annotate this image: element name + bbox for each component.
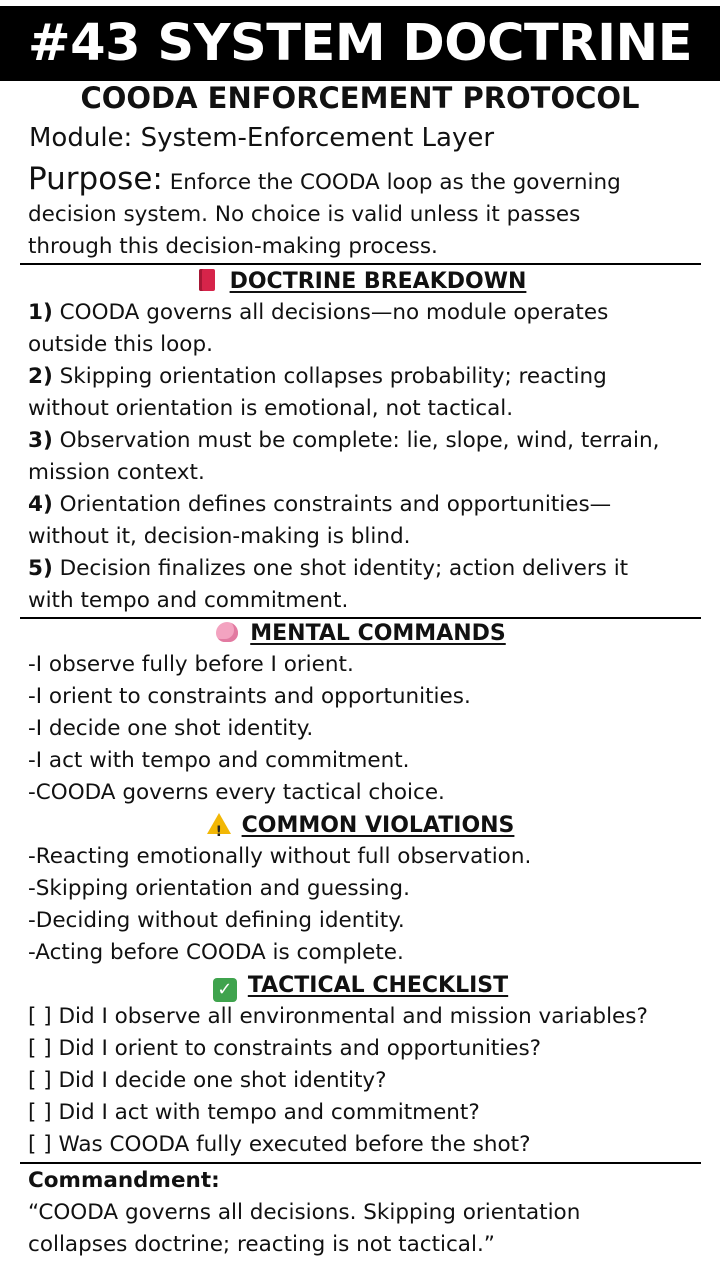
purpose-line-1: Enforce the COODA loop as the governing (162, 170, 621, 195)
section-heading-violations (0, 809, 720, 842)
item-text: Skipping orientation collapses probability; reacting (52, 364, 607, 389)
item-number: 5) (28, 556, 53, 581)
mental-heading-text: MENTAL COMMANDS (250, 621, 506, 646)
brain-icon (214, 617, 240, 649)
list-item: [ ] Did I orient to constraints and opportunities? (28, 1036, 542, 1061)
list-item: -Reacting emotionally without full observation. (28, 844, 532, 869)
commandment-line-1: “COODA governs all decisions. Skipping orientation (28, 1200, 581, 1225)
module-line: Module: System-Enforcement Layer (29, 123, 495, 153)
list-item: -I orient to constraints and opportunities. (28, 684, 471, 709)
commandment-line-2: collapses doctrine; reacting is not tactical.” (28, 1232, 495, 1257)
list-item: [ ] Was COODA fully executed before the shot? (28, 1132, 531, 1157)
list-item: [ ] Did I decide one shot identity? (28, 1068, 387, 1093)
checklist-list (28, 1001, 708, 1161)
doctrine-list (28, 297, 708, 617)
book-icon (194, 265, 220, 297)
list-item: -Skipping orientation and guessing. (28, 876, 410, 901)
warning-icon (206, 809, 232, 841)
item-text: mission context. (28, 460, 205, 485)
item-number: 3) (28, 428, 53, 453)
purpose-block (28, 163, 708, 263)
list-item: [ ] Did I act with tempo and commitment? (28, 1100, 480, 1125)
list-item (28, 361, 708, 393)
purpose-line-2: decision system. No choice is valid unless it passes (28, 202, 581, 227)
list-item (28, 489, 708, 521)
purpose-label: Purpose: (28, 161, 163, 197)
list-item (28, 553, 708, 585)
violations-heading-text: COMMON VIOLATIONS (241, 813, 515, 838)
commandment-label: Commandment: (28, 1168, 220, 1193)
list-item: -COODA governs every tactical choice. (28, 780, 445, 805)
violations-list (28, 841, 708, 969)
purpose-line-3: through this decision-making process. (28, 234, 438, 259)
list-item (28, 297, 708, 329)
list-item: -I act with tempo and commitment. (28, 748, 410, 773)
list-item: [ ] Did I observe all environmental and mission variables? (28, 1004, 648, 1029)
item-number: 1) (28, 300, 53, 325)
page-subtitle: COODA ENFORCEMENT PROTOCOL (80, 81, 640, 115)
list-item: -I observe fully before I orient. (28, 652, 354, 677)
item-text: with tempo and commitment. (28, 588, 349, 613)
item-text: without it, decision-making is blind. (28, 524, 411, 549)
commandment-block (28, 1165, 708, 1261)
section-heading-mental (0, 617, 720, 650)
page-title: #43 SYSTEM DOCTRINE (0, 6, 720, 81)
item-text: Observation must be complete: lie, slope, wind, terrain, (52, 428, 660, 453)
list-item (28, 425, 708, 457)
item-number: 2) (28, 364, 53, 389)
section-heading-doctrine (0, 265, 720, 298)
divider (20, 1162, 701, 1164)
item-number: 4) (28, 492, 53, 517)
mental-list (28, 649, 708, 809)
checklist-heading-text: TACTICAL CHECKLIST (247, 973, 509, 998)
list-item: -Deciding without defining identity. (28, 908, 405, 933)
doctrine-heading-text: DOCTRINE BREAKDOWN (229, 269, 527, 294)
list-item: -I decide one shot identity. (28, 716, 314, 741)
item-text: without orientation is emotional, not tactical. (28, 396, 514, 421)
list-item: -Acting before COODA is complete. (28, 940, 404, 965)
item-text: COODA governs all decisions—no module operates (52, 300, 609, 325)
section-heading-checklist (0, 969, 720, 1002)
item-text: Orientation defines constraints and opportunities— (52, 492, 612, 517)
check-icon: ✓ (212, 969, 238, 1002)
item-text: Decision finalizes one shot identity; action delivers it (52, 556, 629, 581)
item-text: outside this loop. (28, 332, 213, 357)
